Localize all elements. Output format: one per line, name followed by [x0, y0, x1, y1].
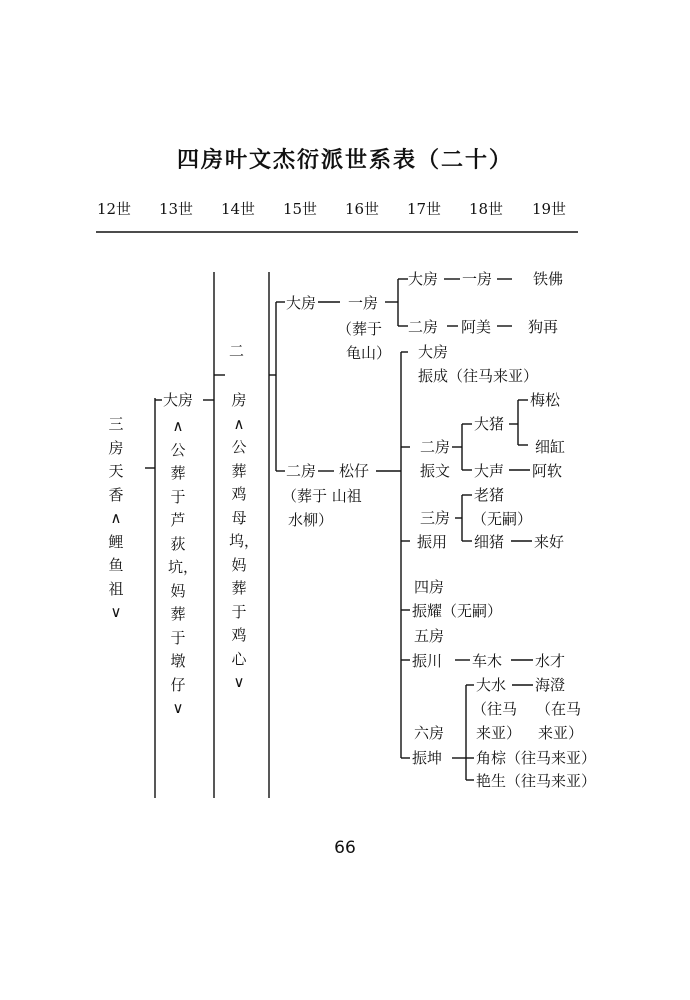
gen-16: 16世: [344, 200, 380, 218]
gen19-meisong: 梅松: [530, 391, 561, 409]
gen-19: 19世: [531, 200, 567, 218]
gen14-er: 二: [229, 342, 245, 360]
page-number: 66: [334, 838, 356, 858]
gen19-gouzai: 狗再: [528, 318, 559, 336]
gen19-aruan: 阿软: [532, 462, 563, 480]
gen17-zhenyong: 振用: [417, 533, 448, 551]
gen-17: 17世: [406, 200, 442, 218]
gen14-burial-note: 房∧公葬鸡母坞，妈葬于鸡心∨: [229, 391, 260, 691]
gen13-burial-note: ∧公葬于芦荻坑，妈葬于墩仔∨: [168, 417, 199, 717]
gen16-yifang: 一房: [348, 294, 379, 312]
gen-18: 18世: [468, 200, 504, 218]
gen18-laozhu-note: （无嗣）: [472, 510, 533, 528]
gen17-liufang: 六房: [414, 724, 445, 742]
gen18-dazhu: 大猪: [474, 415, 505, 433]
gen17-dafang: 大房: [408, 270, 439, 288]
gen13-dafang: 大房: [163, 391, 194, 409]
gen18-jiaozong: 角棕（往马来亚）: [476, 749, 597, 767]
gen15-erfang-note1: （葬于 山祖: [282, 487, 362, 505]
gen12-sanfang-tianxiang: 三房天香∧鲤鱼祖∨: [108, 415, 124, 621]
gen19-haicheng: 海澄: [535, 676, 566, 694]
gen18-dashui: 大水: [476, 676, 507, 694]
gen18-yansheng: 艳生（往马来亚）: [476, 772, 597, 790]
gen15-erfang: 二房: [286, 462, 317, 480]
gen17-dafang-2: 大房: [418, 343, 449, 361]
gen15-erfang-note2: 水柳）: [288, 511, 334, 529]
gen16-songzai: 松仔: [339, 462, 370, 480]
gen19-haicheng-note1: （在马: [536, 700, 582, 718]
gen19-xigang: 细缸: [535, 438, 566, 456]
gen19-laihao: 来好: [534, 533, 565, 551]
gen17-erfang: 二房: [408, 318, 439, 336]
gen18-amei: 阿美: [461, 318, 492, 336]
gen18-dashui-note2: 来亚）: [476, 724, 522, 742]
gen18-chemu: 车木: [472, 652, 503, 670]
gen16-yifang-note1: （葬于: [337, 320, 383, 338]
gen17-sifang: 四房: [414, 578, 445, 596]
gen15-dafang: 大房: [286, 294, 317, 312]
gen19-tiefo: 铁佛: [533, 270, 564, 288]
gen17-zhencheng: 振成（往马来亚）: [418, 367, 539, 385]
gen16-yifang-note2: 龟山）: [346, 344, 392, 362]
gen18-dasheng: 大声: [474, 462, 505, 480]
gen18-laozhu: 老猪: [474, 486, 505, 504]
gen18-yifang: 一房: [462, 270, 493, 288]
gen-14: 14世: [220, 200, 256, 218]
gen17-zhenchuan: 振川: [412, 652, 443, 670]
gen19-haicheng-note2: 来亚）: [538, 724, 584, 742]
gen19-shuicai: 水才: [535, 652, 566, 670]
gen-13: 13世: [158, 200, 194, 218]
gen18-dashui-note1: （往马: [472, 700, 518, 718]
gen17-sanfang: 三房: [420, 509, 451, 527]
gen17-wufang: 五房: [414, 627, 445, 645]
gen-15: 15世: [282, 200, 318, 218]
page-title: 四房叶文杰衍派世系表（二十）: [176, 147, 513, 173]
gen17-zhenwen: 振文: [420, 462, 451, 480]
gen17-zhenyao: 振耀（无嗣）: [412, 602, 503, 620]
gen17-erfang-2: 二房: [420, 438, 451, 456]
gen-12: 12世: [96, 200, 132, 218]
gen17-zhenkun: 振坤: [412, 749, 443, 767]
gen18-xizhu: 细猪: [474, 533, 505, 551]
